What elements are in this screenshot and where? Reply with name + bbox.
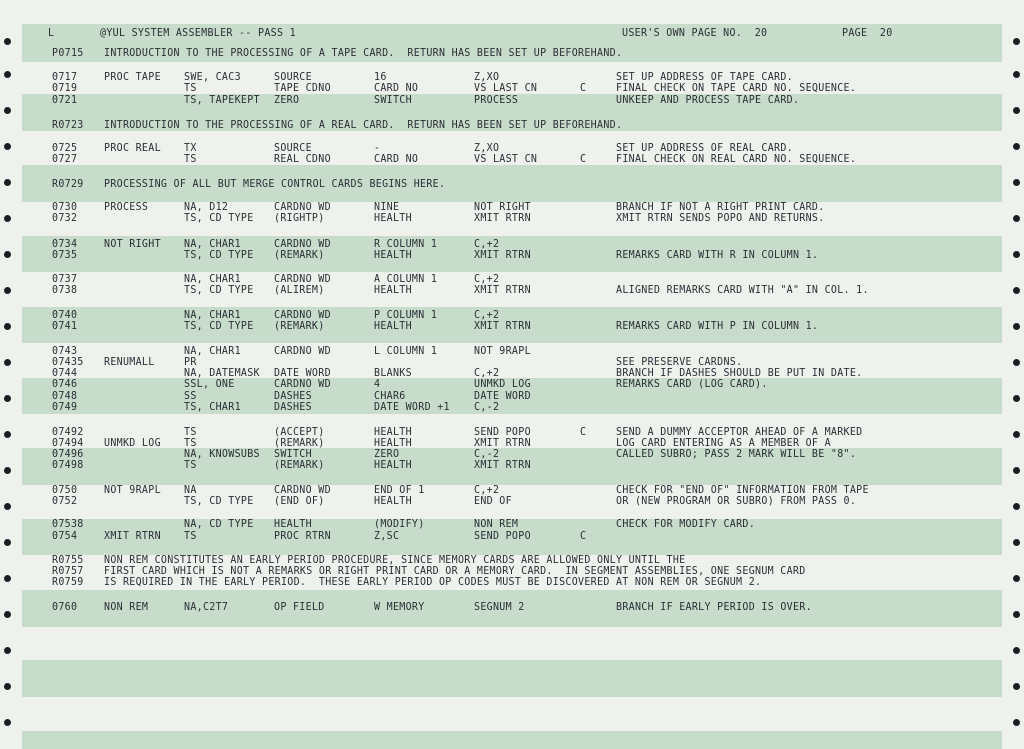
line-opcode: TS xyxy=(184,459,197,472)
line-comment: ALIGNED REMARKS CARD WITH "A" IN COL. 1. xyxy=(616,284,869,297)
tractor-hole-left xyxy=(4,683,11,690)
line-address-3: DATE WORD xyxy=(474,390,531,403)
line-address-3: XMIT RTRN xyxy=(474,320,531,333)
line-address-1: CARDNO WD xyxy=(274,201,331,214)
line-address-1: SOURCE xyxy=(274,71,312,84)
line-comment: CALLED SUBRO; PASS 2 MARK WILL BE "8". xyxy=(616,448,857,461)
tractor-hole-right xyxy=(1013,575,1020,582)
line-address-2: Z,SC xyxy=(374,530,400,543)
line-location: 0735 xyxy=(52,249,78,262)
tractor-hole-left xyxy=(4,179,11,186)
line-address-2: SWITCH xyxy=(374,94,412,107)
line-location: 0737 xyxy=(52,273,78,286)
tractor-hole-right xyxy=(1013,323,1020,330)
line-location: 0732 xyxy=(52,212,78,225)
line-comment: XMIT RTRN SENDS POPO AND RETURNS. xyxy=(616,212,825,225)
line-address-2: (MODIFY) xyxy=(374,518,425,531)
line-address-3: NOT RIGHT xyxy=(474,201,531,214)
line-flag: C xyxy=(580,426,587,439)
line-label: PROC REAL xyxy=(104,142,161,155)
line-address-2: R COLUMN 1 xyxy=(374,238,438,251)
tractor-hole-left xyxy=(4,251,11,258)
line-address-3: XMIT RTRN xyxy=(474,459,531,472)
line-location: 0725 xyxy=(52,142,78,155)
tractor-hole-right xyxy=(1013,467,1020,474)
line-comment: BRANCH IF NOT A RIGHT PRINT CARD. xyxy=(616,201,825,214)
tractor-hole-right xyxy=(1013,395,1020,402)
line-address-1: (RIGHTP) xyxy=(274,212,325,225)
line-address-2: HEALTH xyxy=(374,426,412,439)
line-flag: C xyxy=(580,82,587,95)
header-page-number: PAGE 20 xyxy=(842,27,893,40)
tractor-hole-left xyxy=(4,467,11,474)
line-address-3: C,+2 xyxy=(474,309,500,322)
line-opcode: TS xyxy=(184,426,197,439)
line-address-1: PROC RTRN xyxy=(274,530,331,543)
line-comment: FINAL CHECK ON REAL CARD NO. SEQUENCE. xyxy=(616,153,857,166)
line-label: PROCESS xyxy=(104,201,149,214)
line-address-2: HEALTH xyxy=(374,249,412,262)
line-location: 07492 xyxy=(52,426,84,439)
header-users-page: USER'S OWN PAGE NO. 20 xyxy=(622,27,768,40)
line-address-1: (ACCEPT) xyxy=(274,426,325,439)
line-address-3: C,-2 xyxy=(474,401,500,414)
line-location: 0721 xyxy=(52,94,78,107)
line-remark-text: NON REM CONSTITUTES AN EARLY PERIOD PROCEDURE, SINCE MEMORY CARDS ARE ALLOWED ONLY UNTIL THE xyxy=(104,554,686,567)
line-address-3: Z,XO xyxy=(474,142,500,155)
line-address-1: SOURCE xyxy=(274,142,312,155)
line-address-2: W MEMORY xyxy=(374,601,425,614)
tractor-hole-right xyxy=(1013,215,1020,222)
line-location: R0755 xyxy=(52,554,84,567)
line-address-3: PROCESS xyxy=(474,94,519,107)
line-opcode: NA,C2T7 xyxy=(184,601,229,614)
line-address-1: CARDNO WD xyxy=(274,273,331,286)
line-address-1: CARDNO WD xyxy=(274,484,331,497)
line-address-1: (REMARK) xyxy=(274,249,325,262)
line-comment: UNKEEP AND PROCESS TAPE CARD. xyxy=(616,94,800,107)
line-address-1: CARDNO WD xyxy=(274,378,331,391)
line-comment: REMARKS CARD (LOG CARD). xyxy=(616,378,768,391)
line-opcode: TS, CD TYPE xyxy=(184,320,254,333)
line-address-3: C,+2 xyxy=(474,367,500,380)
tractor-hole-left xyxy=(4,71,11,78)
tractor-hole-right xyxy=(1013,611,1020,618)
line-location: R0723 xyxy=(52,119,84,132)
tractor-hole-left xyxy=(4,395,11,402)
line-address-1: CARDNO WD xyxy=(274,238,331,251)
tractor-hole-left xyxy=(4,647,11,654)
line-address-2: A COLUMN 1 xyxy=(374,273,438,286)
line-comment: SET UP ADDRESS OF TAPE CARD. xyxy=(616,71,793,84)
greenbar-band xyxy=(22,731,1002,749)
header-title: @YUL SYSTEM ASSEMBLER -- PASS 1 xyxy=(100,27,296,40)
line-opcode: NA, KNOWSUBS xyxy=(184,448,260,461)
greenbar-band xyxy=(22,660,1002,697)
line-opcode: NA, CD TYPE xyxy=(184,518,254,531)
line-address-1: REAL CDNO xyxy=(274,153,331,166)
line-opcode: TS, TAPEKEPT xyxy=(184,94,260,107)
line-address-3: XMIT RTRN xyxy=(474,437,531,450)
tractor-hole-right xyxy=(1013,38,1020,45)
line-address-1: DASHES xyxy=(274,401,312,414)
line-comment: LOG CARD ENTERING AS A MEMBER OF A xyxy=(616,437,831,450)
line-comment: CHECK FOR "END OF" INFORMATION FROM TAPE xyxy=(616,484,869,497)
line-opcode: TS xyxy=(184,530,197,543)
line-opcode: TS xyxy=(184,437,197,450)
line-remark-text: INTRODUCTION TO THE PROCESSING OF A TAPE CARD. RETURN HAS BEEN SET UP BEFOREHAND. xyxy=(104,47,623,60)
line-address-2: ZERO xyxy=(374,448,400,461)
line-flag: C xyxy=(580,530,587,543)
line-address-1: (END OF) xyxy=(274,495,325,508)
line-address-1: SWITCH xyxy=(274,448,312,461)
line-address-3: Z,XO xyxy=(474,71,500,84)
tractor-hole-right xyxy=(1013,719,1020,726)
line-location: R0759 xyxy=(52,576,84,589)
line-opcode: SSL, ONE xyxy=(184,378,235,391)
line-location: 0749 xyxy=(52,401,78,414)
line-location: 0743 xyxy=(52,345,78,358)
tractor-hole-left xyxy=(4,107,11,114)
line-opcode: NA, D12 xyxy=(184,201,229,214)
line-remark-text: INTRODUCTION TO THE PROCESSING OF A REAL CARD. RETURN HAS BEEN SET UP BEFOREHAND. xyxy=(104,119,623,132)
line-address-3: VS LAST CN xyxy=(474,82,538,95)
line-address-2: HEALTH xyxy=(374,437,412,450)
line-address-3: NOT 9RAPL xyxy=(474,345,531,358)
line-location: 07496 xyxy=(52,448,84,461)
line-location: 07538 xyxy=(52,518,84,531)
tractor-hole-left xyxy=(4,359,11,366)
tractor-hole-left xyxy=(4,38,11,45)
tractor-hole-right xyxy=(1013,503,1020,510)
line-opcode: NA, CHAR1 xyxy=(184,345,241,358)
line-address-3: C,-2 xyxy=(474,448,500,461)
line-remark-text: PROCESSING OF ALL BUT MERGE CONTROL CARDS BEGINS HERE. xyxy=(104,178,446,191)
line-address-1: DASHES xyxy=(274,390,312,403)
line-address-3: VS LAST CN xyxy=(474,153,538,166)
tractor-hole-right xyxy=(1013,539,1020,546)
line-comment: REMARKS CARD WITH R IN COLUMN 1. xyxy=(616,249,819,262)
header-col-l: L xyxy=(48,27,55,40)
line-opcode: TS, CD TYPE xyxy=(184,212,254,225)
line-label: NON REM xyxy=(104,601,149,614)
tractor-hole-left xyxy=(4,323,11,330)
line-address-3: XMIT RTRN xyxy=(474,212,531,225)
line-address-2: P COLUMN 1 xyxy=(374,309,438,322)
tractor-hole-left xyxy=(4,503,11,510)
line-comment: SET UP ADDRESS OF REAL CARD. xyxy=(616,142,793,155)
line-opcode: TS, CD TYPE xyxy=(184,495,254,508)
line-label: RENUMALL xyxy=(104,356,155,369)
line-address-3: NON REM xyxy=(474,518,519,531)
line-address-3: SEND POPO xyxy=(474,530,531,543)
line-address-3: UNMKD LOG xyxy=(474,378,531,391)
line-location: 07494 xyxy=(52,437,84,450)
tractor-hole-left xyxy=(4,215,11,222)
line-address-2: END OF 1 xyxy=(374,484,425,497)
line-opcode: NA, DATEMASK xyxy=(184,367,260,380)
line-comment: FINAL CHECK ON TAPE CARD NO. SEQUENCE. xyxy=(616,82,857,95)
line-address-3: END OF xyxy=(474,495,512,508)
line-address-1: TAPE CDNO xyxy=(274,82,331,95)
line-location: 0740 xyxy=(52,309,78,322)
line-address-3: SEND POPO xyxy=(474,426,531,439)
line-label: NOT 9RAPL xyxy=(104,484,161,497)
line-address-2: BLANKS xyxy=(374,367,412,380)
line-address-2: 16 xyxy=(374,71,387,84)
line-remark-text: FIRST CARD WHICH IS NOT A REMARKS OR RIGHT PRINT CARD OR A MEMORY CARD. IN SEGMENT ASSEMBLIES, ONE SEGNUM CARD xyxy=(104,565,806,578)
line-comment: BRANCH IF EARLY PERIOD IS OVER. xyxy=(616,601,812,614)
line-opcode: PR xyxy=(184,356,197,369)
line-location: R0757 xyxy=(52,565,84,578)
tractor-hole-left xyxy=(4,611,11,618)
line-address-2: - xyxy=(374,142,381,155)
line-address-3: C,+2 xyxy=(474,273,500,286)
line-location: 0719 xyxy=(52,82,78,95)
line-address-1: DATE WORD xyxy=(274,367,331,380)
tractor-hole-right xyxy=(1013,179,1020,186)
line-location: 07435 xyxy=(52,356,84,369)
line-address-2: CARD NO xyxy=(374,153,419,166)
line-opcode: TX xyxy=(184,142,197,155)
line-opcode: NA, CHAR1 xyxy=(184,273,241,286)
line-address-2: HEALTH xyxy=(374,212,412,225)
line-location: 0734 xyxy=(52,238,78,251)
tractor-hole-right xyxy=(1013,251,1020,258)
line-opcode: TS xyxy=(184,153,197,166)
line-opcode: TS, CD TYPE xyxy=(184,284,254,297)
line-comment: CHECK FOR MODIFY CARD. xyxy=(616,518,756,531)
tractor-hole-right xyxy=(1013,359,1020,366)
line-location: R0729 xyxy=(52,178,84,191)
line-label: UNMKD LOG xyxy=(104,437,161,450)
line-location: 0738 xyxy=(52,284,78,297)
line-address-3: C,+2 xyxy=(474,238,500,251)
line-address-1: OP FIELD xyxy=(274,601,325,614)
tractor-hole-left xyxy=(4,143,11,150)
tractor-hole-left xyxy=(4,575,11,582)
line-comment: SEND A DUMMY ACCEPTOR AHEAD OF A MARKED xyxy=(616,426,863,439)
tractor-hole-right xyxy=(1013,431,1020,438)
line-opcode: SS xyxy=(184,390,197,403)
line-address-2: CHAR6 xyxy=(374,390,406,403)
line-location: 0750 xyxy=(52,484,78,497)
line-address-2: CARD NO xyxy=(374,82,419,95)
line-address-1: (REMARK) xyxy=(274,320,325,333)
tractor-hole-left xyxy=(4,719,11,726)
tractor-hole-right xyxy=(1013,683,1020,690)
line-address-2: NINE xyxy=(374,201,400,214)
line-comment: BRANCH IF DASHES SHOULD BE PUT IN DATE. xyxy=(616,367,863,380)
line-opcode: NA xyxy=(184,484,197,497)
line-address-2: L COLUMN 1 xyxy=(374,345,438,358)
line-label: XMIT RTRN xyxy=(104,530,161,543)
line-address-1: (REMARK) xyxy=(274,459,325,472)
tractor-hole-left xyxy=(4,539,11,546)
line-address-3: XMIT RTRN xyxy=(474,284,531,297)
line-location: 0752 xyxy=(52,495,78,508)
line-comment: OR (NEW PROGRAM OR SUBRO) FROM PASS 0. xyxy=(616,495,857,508)
line-location: 0730 xyxy=(52,201,78,214)
line-address-2: HEALTH xyxy=(374,284,412,297)
line-opcode: NA, CHAR1 xyxy=(184,238,241,251)
line-address-2: 4 xyxy=(374,378,381,391)
tractor-hole-right xyxy=(1013,647,1020,654)
line-address-3: C,+2 xyxy=(474,484,500,497)
line-location: 0741 xyxy=(52,320,78,333)
line-address-1: CARDNO WD xyxy=(274,345,331,358)
line-opcode: TS, CD TYPE xyxy=(184,249,254,262)
line-address-2: HEALTH xyxy=(374,459,412,472)
line-flag: C xyxy=(580,153,587,166)
line-location: 0760 xyxy=(52,601,78,614)
line-address-1: (REMARK) xyxy=(274,437,325,450)
line-address-1: HEALTH xyxy=(274,518,312,531)
line-location: 0744 xyxy=(52,367,78,380)
tractor-hole-right xyxy=(1013,107,1020,114)
line-opcode: TS xyxy=(184,82,197,95)
tractor-hole-right xyxy=(1013,287,1020,294)
line-location: 0748 xyxy=(52,390,78,403)
line-opcode: TS, CHAR1 xyxy=(184,401,241,414)
line-location: 0727 xyxy=(52,153,78,166)
line-location: 0717 xyxy=(52,71,78,84)
line-comment: SEE PRESERVE CARDNS. xyxy=(616,356,743,369)
line-address-2: HEALTH xyxy=(374,495,412,508)
line-opcode: NA, CHAR1 xyxy=(184,309,241,322)
line-location: 07498 xyxy=(52,459,84,472)
line-address-2: DATE WORD +1 xyxy=(374,401,450,414)
tractor-hole-left xyxy=(4,287,11,294)
line-label: PROC TAPE xyxy=(104,71,161,84)
line-remark-text: IS REQUIRED IN THE EARLY PERIOD. THESE EARLY PERIOD OP CODES MUST BE DISCOVERED AT NON REM OR SEGNUM 2. xyxy=(104,576,762,589)
tractor-hole-right xyxy=(1013,71,1020,78)
line-location: P0715 xyxy=(52,47,84,60)
line-address-3: SEGNUM 2 xyxy=(474,601,525,614)
line-address-1: ZERO xyxy=(274,94,300,107)
line-address-2: HEALTH xyxy=(374,320,412,333)
line-location: 0746 xyxy=(52,378,78,391)
tractor-hole-left xyxy=(4,431,11,438)
line-location: 0754 xyxy=(52,530,78,543)
line-address-3: XMIT RTRN xyxy=(474,249,531,262)
line-address-1: CARDNO WD xyxy=(274,309,331,322)
line-opcode: SWE, CAC3 xyxy=(184,71,241,84)
line-label: NOT RIGHT xyxy=(104,238,161,251)
line-address-1: (ALIREM) xyxy=(274,284,325,297)
line-comment: REMARKS CARD WITH P IN COLUMN 1. xyxy=(616,320,819,333)
tractor-hole-right xyxy=(1013,143,1020,150)
